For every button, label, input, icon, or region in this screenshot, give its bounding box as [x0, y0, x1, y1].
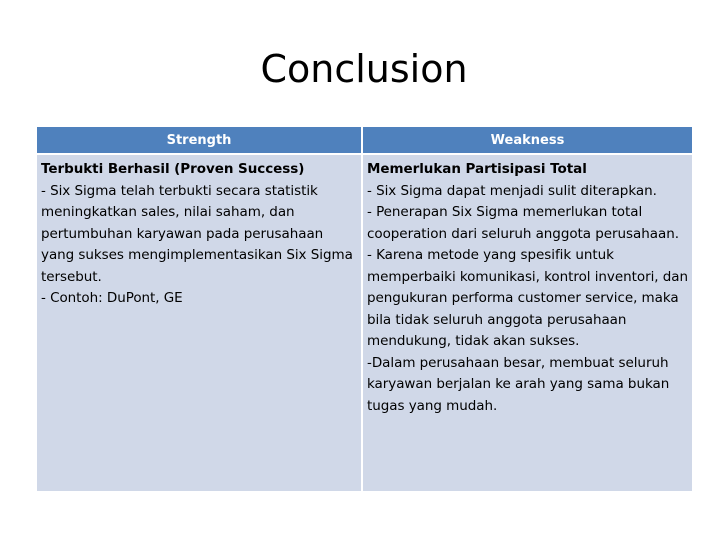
table-row: [37, 154, 692, 491]
weakness-line: - Penerapan Six Sigma memerlukan total cooperation dari seluruh anggota perusahaan.: [367, 204, 679, 242]
strength-line: - Contoh: DuPont, GE: [41, 290, 183, 306]
header-strength: Strength: [37, 127, 362, 154]
strength-cell: [37, 154, 362, 491]
weakness-heading: Memerlukan Partisipasi Total: [367, 161, 587, 177]
weakness-line: - Karena metode yang spesifik untuk memperbaiki komunikasi, kontrol inventori, dan pengukuran performa customer service, maka bila tidak seluruh anggota perusahaan mendukung, tidak akan sukses.: [367, 247, 689, 349]
strength-heading: Terbukti Berhasil (Proven Success): [41, 161, 305, 177]
slide-title: Conclusion: [260, 47, 468, 91]
table-header-row: [37, 127, 692, 154]
comparison-table: [37, 127, 692, 491]
strength-line: - Six Sigma telah terbukti secara statistik meningkatkan sales, nilai saham, dan pertumbuhan karyawan pada perusahaan yang sukses mengimplementasikan Six Sigma tersebut.: [41, 182, 353, 285]
weakness-line: -Dalam perusahaan besar, membuat seluruh karyawan berjalan ke arah yang sama bukan tugas yang mudah.: [367, 354, 670, 414]
header-weakness: Weakness: [362, 127, 692, 154]
weakness-cell: [362, 154, 692, 491]
weakness-line: - Six Sigma dapat menjadi sulit diterapkan.: [367, 182, 657, 199]
